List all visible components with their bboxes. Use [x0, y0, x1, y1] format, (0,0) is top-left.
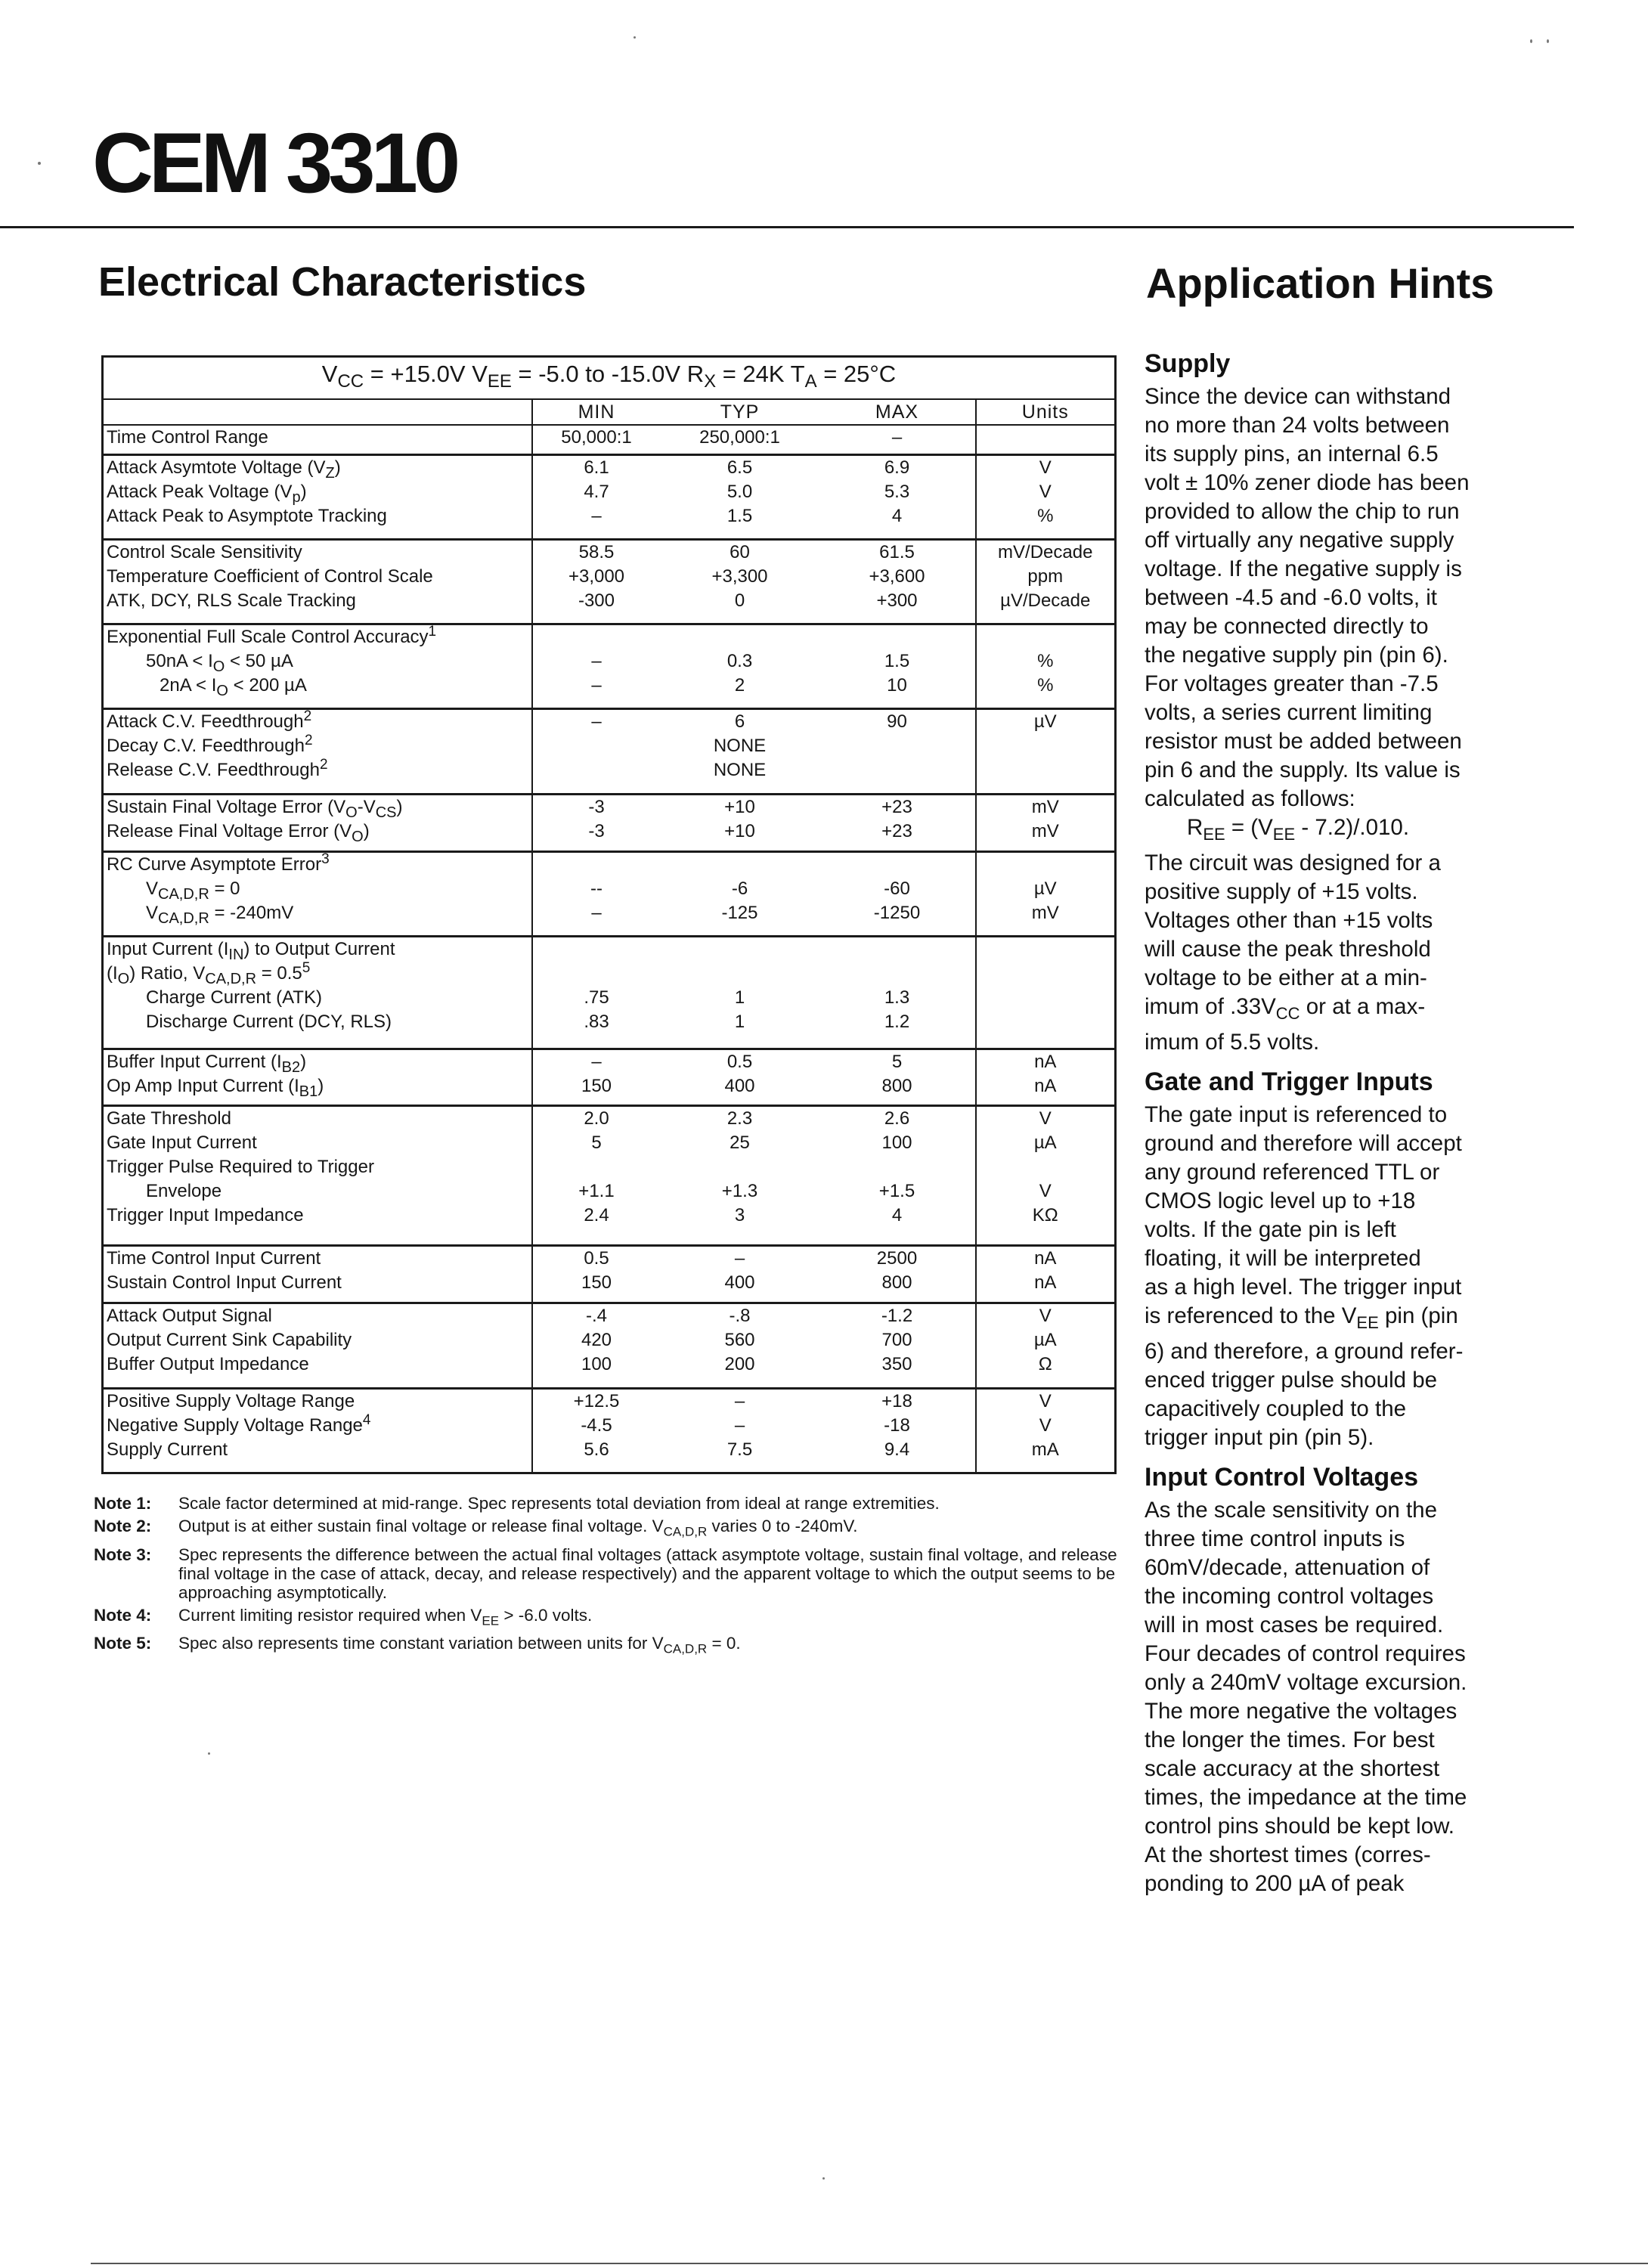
unit-value: ppm: [1027, 565, 1064, 587]
min-value: 6.1: [584, 457, 609, 478]
unit-value: mV/Decade: [998, 541, 1093, 562]
min-value: 420: [581, 1330, 612, 1351]
max-value: 5: [891, 1051, 903, 1072]
scan-speck: [1530, 39, 1532, 43]
param-label: Time Control Range: [107, 427, 268, 448]
unit-value: [977, 426, 1115, 450]
table-row-gate-trigger: [103, 1106, 1116, 1246]
min-value: –: [591, 902, 602, 923]
max-value: 5.3: [884, 481, 910, 502]
min-value: -4.5: [581, 1414, 612, 1436]
param-label: Buffer Output Impedance: [107, 1354, 309, 1375]
column-header-parameter: [103, 399, 532, 425]
note-text: Output is at either sustain final voltage or release final voltage. $V_{CA,D,R}$ varies 0 to -240mV.: [178, 1517, 858, 1539]
table-row-input-bias-currents: [103, 1049, 1116, 1106]
unit-value: µA: [1033, 1132, 1057, 1154]
input-control-paragraph: As the scale sensitivity on the three time control inputs is 60mV/decade, attenuation of the incoming control voltages will in most cases be required. Four decades of control requires only a 240mV voltage excursion. The more negative the voltages the longer the times. For best scale accuracy at the shortest times, the impedance at the time control pins should be kept low. At the shortest times (corres- ponding to 200 µA of peak: [1145, 1497, 1467, 1896]
min-value: 150: [581, 1075, 612, 1096]
param-label: Charge Current (ATK): [146, 987, 322, 1008]
column-header-max: MAX: [819, 399, 976, 425]
min-value: --: [590, 878, 603, 899]
min-value: –: [591, 1051, 602, 1072]
brand-title: CEM 3310: [92, 116, 457, 210]
min-value: 58.5: [578, 541, 615, 562]
note-label: Note 4:: [94, 1605, 152, 1625]
table-row-attack-voltages: [103, 454, 1116, 539]
note-label: Note 3:: [94, 1545, 152, 1564]
min-value: .83: [584, 1011, 609, 1032]
unit-value: µV: [1033, 878, 1057, 899]
table-row-final-voltage-error: [103, 794, 1116, 851]
max-value: 100: [881, 1132, 912, 1154]
param-label: Supply Current: [107, 1439, 228, 1460]
min-value: -300: [578, 590, 615, 611]
min-value: 50,000:1: [561, 427, 632, 448]
application-hints-column: [1145, 345, 1538, 1898]
max-value: -18: [884, 1414, 910, 1436]
param-label: Exponential Full Scale Control Accuracy$^1$: [107, 624, 437, 648]
min-value: 5.6: [584, 1439, 609, 1460]
min-value: .75: [584, 987, 609, 1008]
unit-value: nA: [1034, 1051, 1057, 1072]
electrical-characteristics-table: [101, 355, 1117, 1474]
unit-value: mV: [1031, 796, 1059, 817]
note-1: [94, 1494, 1122, 1513]
min-value: 0.5: [584, 1248, 609, 1269]
note-text: Spec also represents time constant variation between units for $V_{CA,D,R} = 0$.: [178, 1634, 741, 1656]
min-value: +12.5: [573, 1390, 620, 1411]
max-value: 6.9: [884, 457, 910, 478]
typ-value: 250,000:1: [699, 427, 780, 448]
column-header-min: MIN: [532, 399, 661, 425]
param-label: RC Curve Asymptote Error$^3$: [107, 850, 330, 875]
typ-value: 3: [734, 1205, 745, 1226]
unit-value: nA: [1034, 1272, 1057, 1294]
typ-value: 2: [734, 675, 745, 696]
unit-value: µV/Decade: [1000, 590, 1091, 611]
note-label: Note 2:: [94, 1517, 152, 1535]
param-label: Negative Supply Voltage Range$^4$: [107, 1411, 371, 1436]
param-label: Buffer Input Current $(I_{B2})$: [107, 1051, 307, 1076]
param-label: Attack Peak Voltage $(V_p)$: [107, 481, 307, 506]
param-label: $50nA < I_O < 50$ µA: [146, 651, 293, 675]
unit-value: V: [1039, 481, 1052, 502]
max-value: 61.5: [879, 541, 915, 562]
param-label: Decay C.V. Feedthrough$^2$: [107, 733, 313, 757]
max-value: +23: [881, 796, 912, 817]
param-label: Sustain Final Voltage Error $(V_O-V_{CS})$: [107, 796, 403, 821]
min-value: 2.0: [584, 1108, 609, 1129]
param-label: ATK, DCY, RLS Scale Tracking: [107, 590, 356, 611]
max-value: 2500: [876, 1248, 918, 1269]
scan-speck: [1547, 39, 1549, 43]
max-value: 1.5: [884, 651, 910, 672]
param-label: Attack Output Signal: [107, 1306, 272, 1327]
typ-value: 400: [724, 1075, 755, 1096]
max-value: +23: [881, 820, 912, 841]
param-label: Positive Supply Voltage Range: [107, 1390, 355, 1411]
scan-speck: [208, 1752, 210, 1755]
table-row-exponential-accuracy: [103, 624, 1116, 709]
table-row-cv-feedthrough: [103, 709, 1116, 794]
scan-speck: [38, 162, 41, 165]
param-label: Sustain Control Input Current: [107, 1272, 342, 1294]
max-value: 9.4: [884, 1439, 910, 1460]
table-row-current-ratio: [103, 936, 1116, 1049]
typ-value: –: [734, 1390, 745, 1411]
min-value: 5: [591, 1132, 602, 1154]
typ-value: -125: [721, 902, 758, 923]
footnotes: [94, 1494, 1122, 1662]
gate-trigger-heading: Gate and Trigger Inputs: [1145, 1067, 1433, 1096]
param-label: Envelope: [146, 1181, 222, 1202]
typ-value: -.8: [729, 1306, 751, 1327]
electrical-characteristics-heading: Electrical Characteristics: [98, 259, 587, 305]
max-value: 4: [891, 505, 903, 526]
typ-value: 200: [724, 1354, 755, 1375]
typ-value: NONE: [713, 736, 767, 757]
note-4: [94, 1606, 1122, 1631]
typ-value: 6: [734, 711, 745, 733]
supply-equation: $R_{EE} = (V_{EE} - 7.2)/.010$.: [1187, 815, 1410, 844]
typ-value: +10: [724, 796, 755, 817]
param-label: $(I_O)$ Ratio, $V_{CA,D,R} = 0.5^5$: [107, 959, 311, 987]
min-value: +1.1: [578, 1181, 615, 1202]
table-row-supply: [103, 1388, 1116, 1473]
unit-value: mA: [1031, 1439, 1059, 1460]
max-value: +300: [876, 590, 918, 611]
unit-value: %: [1037, 675, 1054, 696]
param-label: Input Current $(I_{IN})$ to Output Current: [107, 938, 395, 963]
unit-value: V: [1039, 457, 1052, 478]
typ-value: 60: [730, 541, 750, 562]
unit-value: [977, 1010, 1115, 1034]
typ-value: 560: [724, 1330, 755, 1351]
min-value: +3,000: [568, 565, 625, 587]
min-value: -.4: [585, 1306, 607, 1327]
min-value: 100: [581, 1354, 612, 1375]
unit-value: %: [1037, 505, 1054, 526]
max-value: 2.6: [884, 1108, 910, 1129]
param-label: Attack Peak to Asymptote Tracking: [107, 505, 387, 526]
note-text: Current limiting resistor required when $V_{EE} > -6.0$ volts.: [178, 1605, 593, 1628]
typ-value: 0.5: [726, 1051, 753, 1072]
param-label: Gate Input Current: [107, 1132, 257, 1154]
typ-value: –: [734, 1414, 745, 1436]
note-text: Scale factor determined at mid-range. Spec represents total deviation from ideal at range extremities.: [178, 1494, 940, 1513]
unit-value: %: [1037, 651, 1054, 672]
typ-value: +3,300: [711, 565, 768, 587]
min-value: 4.7: [584, 481, 609, 502]
unit-value: [977, 986, 1115, 1010]
param-label: Temperature Coefficient of Control Scale: [107, 565, 433, 587]
unit-value: nA: [1034, 1075, 1057, 1096]
unit-value: V: [1039, 1414, 1052, 1436]
table-row-control-scale: [103, 539, 1116, 624]
typ-value: 1: [734, 1011, 745, 1032]
unit-value: mV: [1031, 902, 1059, 923]
param-label: Trigger Input Impedance: [107, 1205, 304, 1226]
unit-value: µA: [1033, 1330, 1057, 1351]
table-row-time-control-range: [103, 425, 1116, 454]
note-label: Note 5:: [94, 1634, 152, 1653]
header-rule: [0, 226, 1574, 228]
note-2: [94, 1517, 1122, 1541]
param-label: Release Final Voltage Error $(V_O)$: [107, 820, 370, 845]
unit-value: Ω: [1038, 1354, 1052, 1375]
param-label: Gate Threshold: [107, 1108, 231, 1129]
param-label: $V_{CA,D,R} = -240mV$: [146, 902, 294, 927]
typ-value: 25: [730, 1132, 750, 1154]
unit-value: V: [1039, 1306, 1052, 1327]
param-label: Attack Asymtote Voltage $(V_Z)$: [107, 457, 341, 482]
min-value: –: [591, 651, 602, 672]
param-label: Time Control Input Current: [107, 1248, 321, 1269]
param-label: Control Scale Sensitivity: [107, 541, 302, 562]
unit-value: KΩ: [1032, 1205, 1058, 1226]
typ-value: 0.3: [726, 651, 753, 672]
note-3: [94, 1545, 1122, 1602]
max-value: 800: [881, 1272, 912, 1294]
max-value: +3,600: [869, 565, 925, 587]
min-value: –: [591, 675, 602, 696]
application-hints-heading: Application Hints: [1146, 259, 1495, 307]
typ-value: 0: [734, 590, 745, 611]
typ-value: 400: [724, 1272, 755, 1294]
scan-speck: [633, 36, 636, 39]
typ-value: +10: [724, 820, 755, 841]
param-label: Release C.V. Feedthrough$^2$: [107, 757, 328, 781]
column-header-typ: TYP: [661, 399, 819, 425]
table-row-output: [103, 1303, 1116, 1388]
note-text: Spec represents the difference between the actual final voltages (attack asymptote voltage, sustain final voltage, and release final voltage in the case of attack, decay, and release respectively) and the apparent voltage to which the output seems to be approaching asymptotically.: [178, 1545, 1117, 1602]
typ-value: 5.0: [726, 481, 753, 502]
table-row-rc-curve-error: [103, 851, 1116, 936]
supply-heading: Supply: [1145, 349, 1231, 378]
typ-value: 7.5: [726, 1439, 753, 1460]
param-label: Trigger Pulse Required to Trigger: [107, 1157, 374, 1178]
unit-value: V: [1039, 1108, 1052, 1129]
param-label: Attack C.V. Feedthrough$^2$: [107, 708, 312, 733]
typ-value: 6.5: [726, 457, 753, 478]
max-value: 1.2: [884, 1011, 910, 1032]
max-value: –: [891, 427, 903, 448]
unit-value: V: [1039, 1390, 1052, 1411]
footer-rule: [91, 2263, 1648, 2264]
column-header-units: Units: [976, 399, 1116, 425]
test-conditions: $V_{CC} = +15.0V$ $V_{EE} = -5.0$ to -15.0V $R_X = 24K$ $T_A = 25^\circ C$: [103, 357, 1116, 400]
supply-paragraph-2: The circuit was designed for a positive supply of +15 volts. Voltages other than +15 volts will cause the peak threshold voltage to be either at a min- imum of $.33V_{CC}$ or at a max- imum of 5.5 volts.: [1145, 850, 1441, 1055]
max-value: -60: [884, 878, 910, 899]
input-control-heading: Input Control Voltages: [1145, 1462, 1419, 1492]
max-value: +1.5: [878, 1181, 915, 1202]
note-label: Note 1:: [94, 1494, 152, 1513]
max-value: 1.3: [884, 987, 910, 1008]
max-value: +18: [881, 1390, 912, 1411]
min-value: –: [591, 505, 602, 526]
max-value: 350: [881, 1354, 912, 1375]
max-value: 4: [891, 1205, 903, 1226]
max-value: 10: [887, 675, 907, 696]
unit-value: V: [1039, 1181, 1052, 1202]
unit-value: mV: [1031, 820, 1059, 841]
param-label: Op Amp Input Current $(I_{B1})$: [107, 1075, 324, 1100]
typ-value: 2.3: [726, 1108, 753, 1129]
max-value: -1250: [873, 902, 921, 923]
param-label: Discharge Current (DCY, RLS): [146, 1011, 392, 1032]
max-value: 700: [881, 1330, 912, 1351]
param-label: $2nA < I_O < 200$ µA: [160, 675, 307, 699]
typ-value: +1.3: [721, 1181, 758, 1202]
max-value: 90: [887, 711, 907, 733]
min-value: 150: [581, 1272, 612, 1294]
param-label: Output Current Sink Capability: [107, 1330, 352, 1351]
min-value: –: [591, 711, 602, 733]
unit-value: µV: [1033, 711, 1057, 733]
typ-value: 1.5: [726, 505, 753, 526]
min-value: -3: [588, 820, 605, 841]
table-row-control-input-currents: [103, 1246, 1116, 1303]
typ-value: –: [734, 1248, 745, 1269]
min-value: -3: [588, 796, 605, 817]
unit-value: nA: [1034, 1248, 1057, 1269]
typ-value: -6: [731, 878, 748, 899]
note-5: [94, 1634, 1122, 1659]
typ-value: 1: [734, 987, 745, 1008]
gate-trigger-paragraph: The gate input is referenced to ground and therefore will accept any ground referenced TTL or CMOS logic level up to +18 volts. If the gate pin is left floating, it will be interpreted as a high level. The trigger input is referenced to the $V_{EE}$ pin (pin 6) and therefore, a ground refer- enced trigger pulse should be capacitively coupled to the trigger input pin (pin 5).: [1145, 1101, 1464, 1450]
typ-value: NONE: [713, 760, 767, 781]
scan-speck: [822, 2177, 825, 2180]
max-value: -1.2: [881, 1306, 913, 1327]
supply-paragraph: Since the device can withstand no more than 24 volts between its supply pins, an internal 6.5 volt ± 10% zener diode has been provided to allow the chip to run off virtually any negative supply voltage. If the negative supply is between -4.5 and -6.0 volts, it may be connected directly to the negative supply pin (pin 6). For voltages greater than -7.5 volts, a series current limiting resistor must be added between pin 6 and the supply. Its value is calculated as follows:: [1145, 384, 1470, 811]
param-label: $V_{CA,D,R} = 0$: [146, 878, 240, 903]
min-value: 2.4: [584, 1205, 609, 1226]
max-value: 800: [881, 1075, 912, 1096]
